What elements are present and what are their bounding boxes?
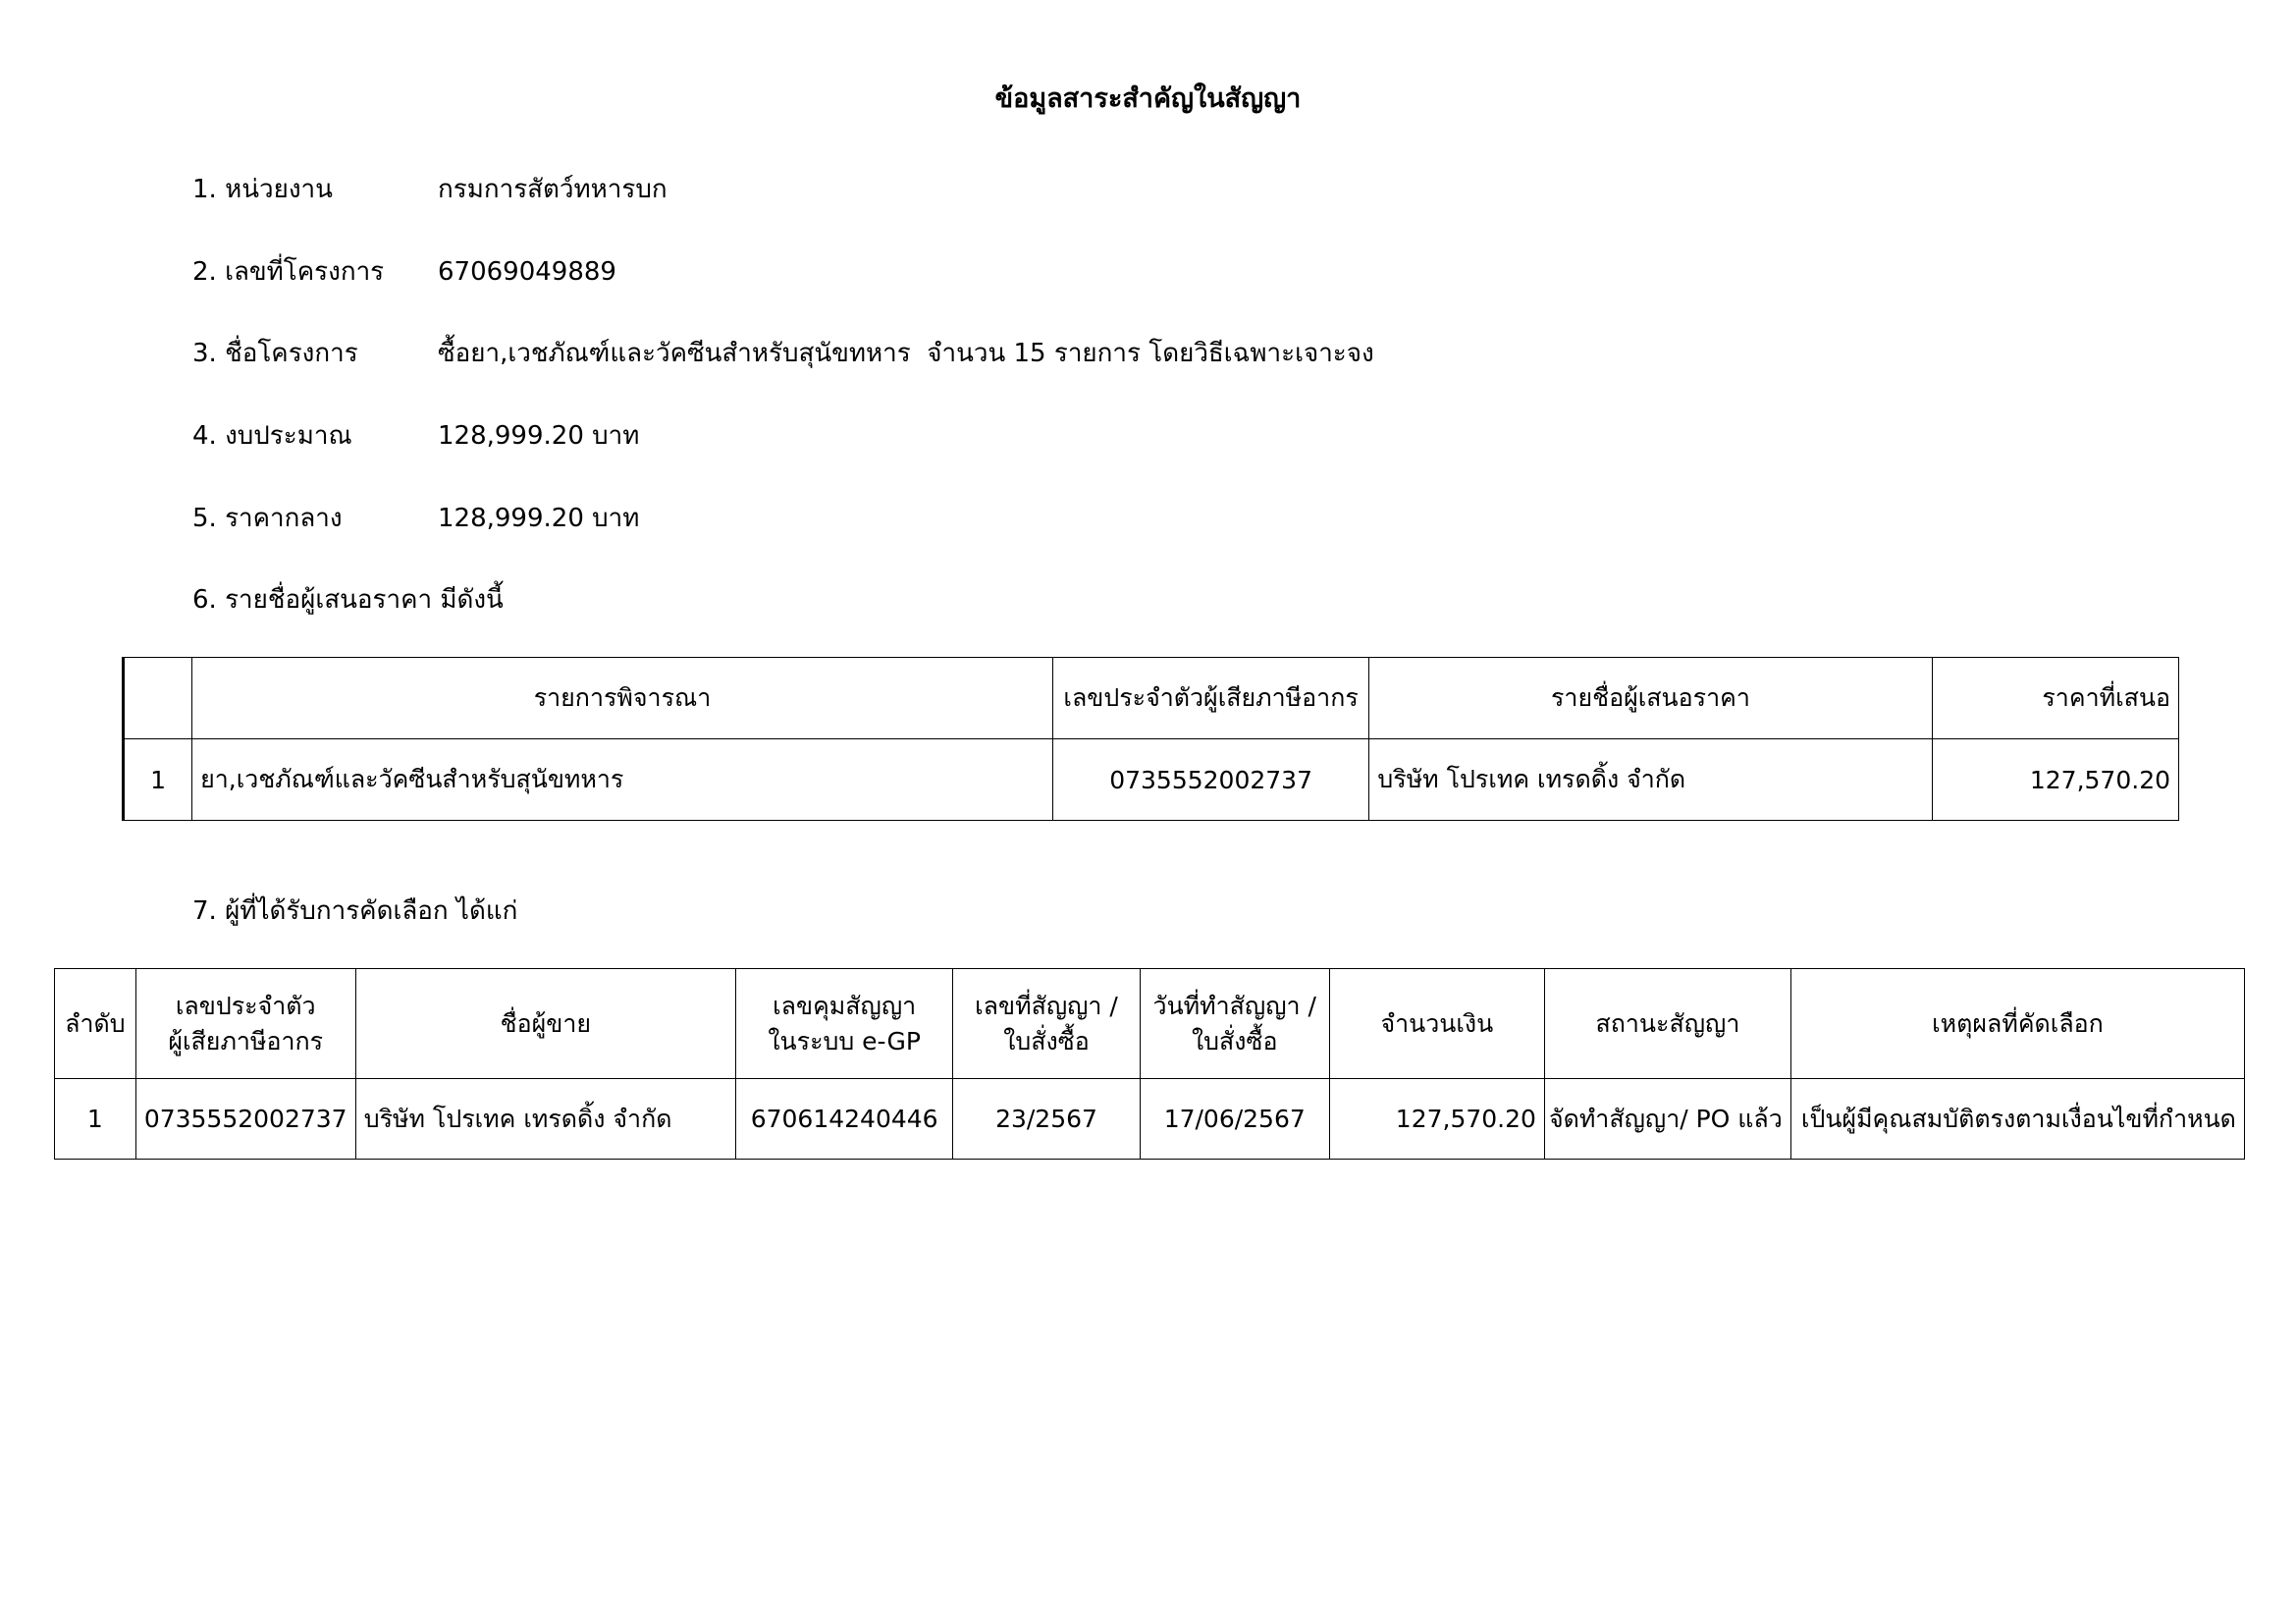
section-7-heading: 7. ผู้ที่ได้รับการคัดเลือก ได้แก่ [192, 896, 518, 926]
cell-seller: บริษัท โปรเทค เทรดดิ้ง จำกัด [355, 1079, 735, 1160]
cell-contract-no: 23/2567 [953, 1079, 1141, 1160]
project-name-label: 3. ชื่อโครงการ [192, 339, 358, 368]
header-egp [736, 969, 953, 1079]
header-contract-no-line2: ใบสั่งซื้อ [1003, 1026, 1090, 1055]
cell-egp: 670614240446 [736, 1079, 953, 1160]
cell-contract-date: 17/06/2567 [1140, 1079, 1329, 1160]
header-bidder: รายชื่อผู้เสนอราคา [1369, 658, 1932, 739]
median-price-label: 5. ราคากลาง [192, 504, 343, 533]
table-header-row [124, 658, 2179, 739]
header-item: รายการพิจารณา [192, 658, 1053, 739]
document-title: ข้อมูลสาระสำคัญในสัญญา [994, 83, 1302, 114]
cell-reason: เป็นผู้มีคุณสมบัติตรงตามเงื่อนไขที่กำหนด [1790, 1079, 2244, 1160]
table-row [124, 739, 2179, 821]
header-amount: จำนวนเงิน [1329, 969, 1544, 1079]
cell-no: 1 [55, 1079, 136, 1160]
header-egp-line1: เลขคุมสัญญา [773, 991, 917, 1020]
header-tax-id-line2: ผู้เสียภาษีอากร [168, 1026, 324, 1055]
header-reason: เหตุผลที่คัดเลือก [1790, 969, 2244, 1079]
header-egp-line2: ในระบบ e-GP [768, 1026, 921, 1055]
budget-label: 4. งบประมาณ [192, 421, 352, 451]
agency-value: กรมการสัตว์ทหารบก [438, 175, 667, 204]
agency-row [192, 173, 667, 206]
median-price-row [192, 502, 639, 535]
project-name-value: ซื้อยา,เวชภัณฑ์และวัคซีนสำหรับสุนัขทหาร จำนวน 15 รายการ โดยวิธีเฉพาะเจาะจง [438, 339, 1374, 368]
project-number-value: 67069049889 [438, 257, 616, 287]
cell-bidder: บริษัท โปรเทค เทรดดิ้ง จำกัด [1369, 739, 1932, 821]
section-6-heading: 6. รายชื่อผู้เสนอราคา มีดังนี้ [192, 585, 504, 615]
header-status: สถานะสัญญา [1544, 969, 1790, 1079]
project-name-row [192, 337, 1374, 370]
agency-label: 1. หน่วยงาน [192, 175, 333, 204]
header-contract-date-line2: ใบสั่งซื้อ [1191, 1026, 1278, 1055]
header-tax-id: เลขประจำตัวผู้เสียภาษีอากร [1052, 658, 1369, 739]
header-tax-id [135, 969, 355, 1079]
header-contract-date-line1: วันที่ทำสัญญา / [1152, 991, 1316, 1020]
cell-price: 127,570.20 [1932, 739, 2179, 821]
table-row [55, 1079, 2245, 1160]
cell-tax-id: 0735552002737 [135, 1079, 355, 1160]
header-tax-id-line1: เลขประจำตัว [175, 991, 316, 1020]
median-price-value: 128,999.20 บาท [438, 504, 640, 533]
cell-status: จัดทำสัญญา/ PO แล้ว [1544, 1079, 1790, 1160]
header-contract-no-line1: เลขที่สัญญา / [975, 991, 1118, 1020]
cell-no: 1 [124, 739, 192, 821]
winner-table [54, 968, 2245, 1160]
cell-tax-id: 0735552002737 [1052, 739, 1369, 821]
header-price: ราคาที่เสนอ [1932, 658, 2179, 739]
budget-row [192, 419, 639, 453]
bidders-table [122, 657, 2179, 821]
cell-amount: 127,570.20 [1329, 1079, 1544, 1160]
header-no [124, 658, 192, 739]
header-seller: ชื่อผู้ขาย [355, 969, 735, 1079]
project-number-row [192, 255, 616, 289]
budget-value: 128,999.20 บาท [438, 421, 640, 451]
project-number-label: 2. เลขที่โครงการ [192, 257, 385, 287]
header-contract-date [1140, 969, 1329, 1079]
header-no: ลำดับ [55, 969, 136, 1079]
table-header-row [55, 969, 2245, 1079]
cell-item: ยา,เวชภัณฑ์และวัคซีนสำหรับสุนัขทหาร [192, 739, 1053, 821]
header-contract-no [953, 969, 1141, 1079]
